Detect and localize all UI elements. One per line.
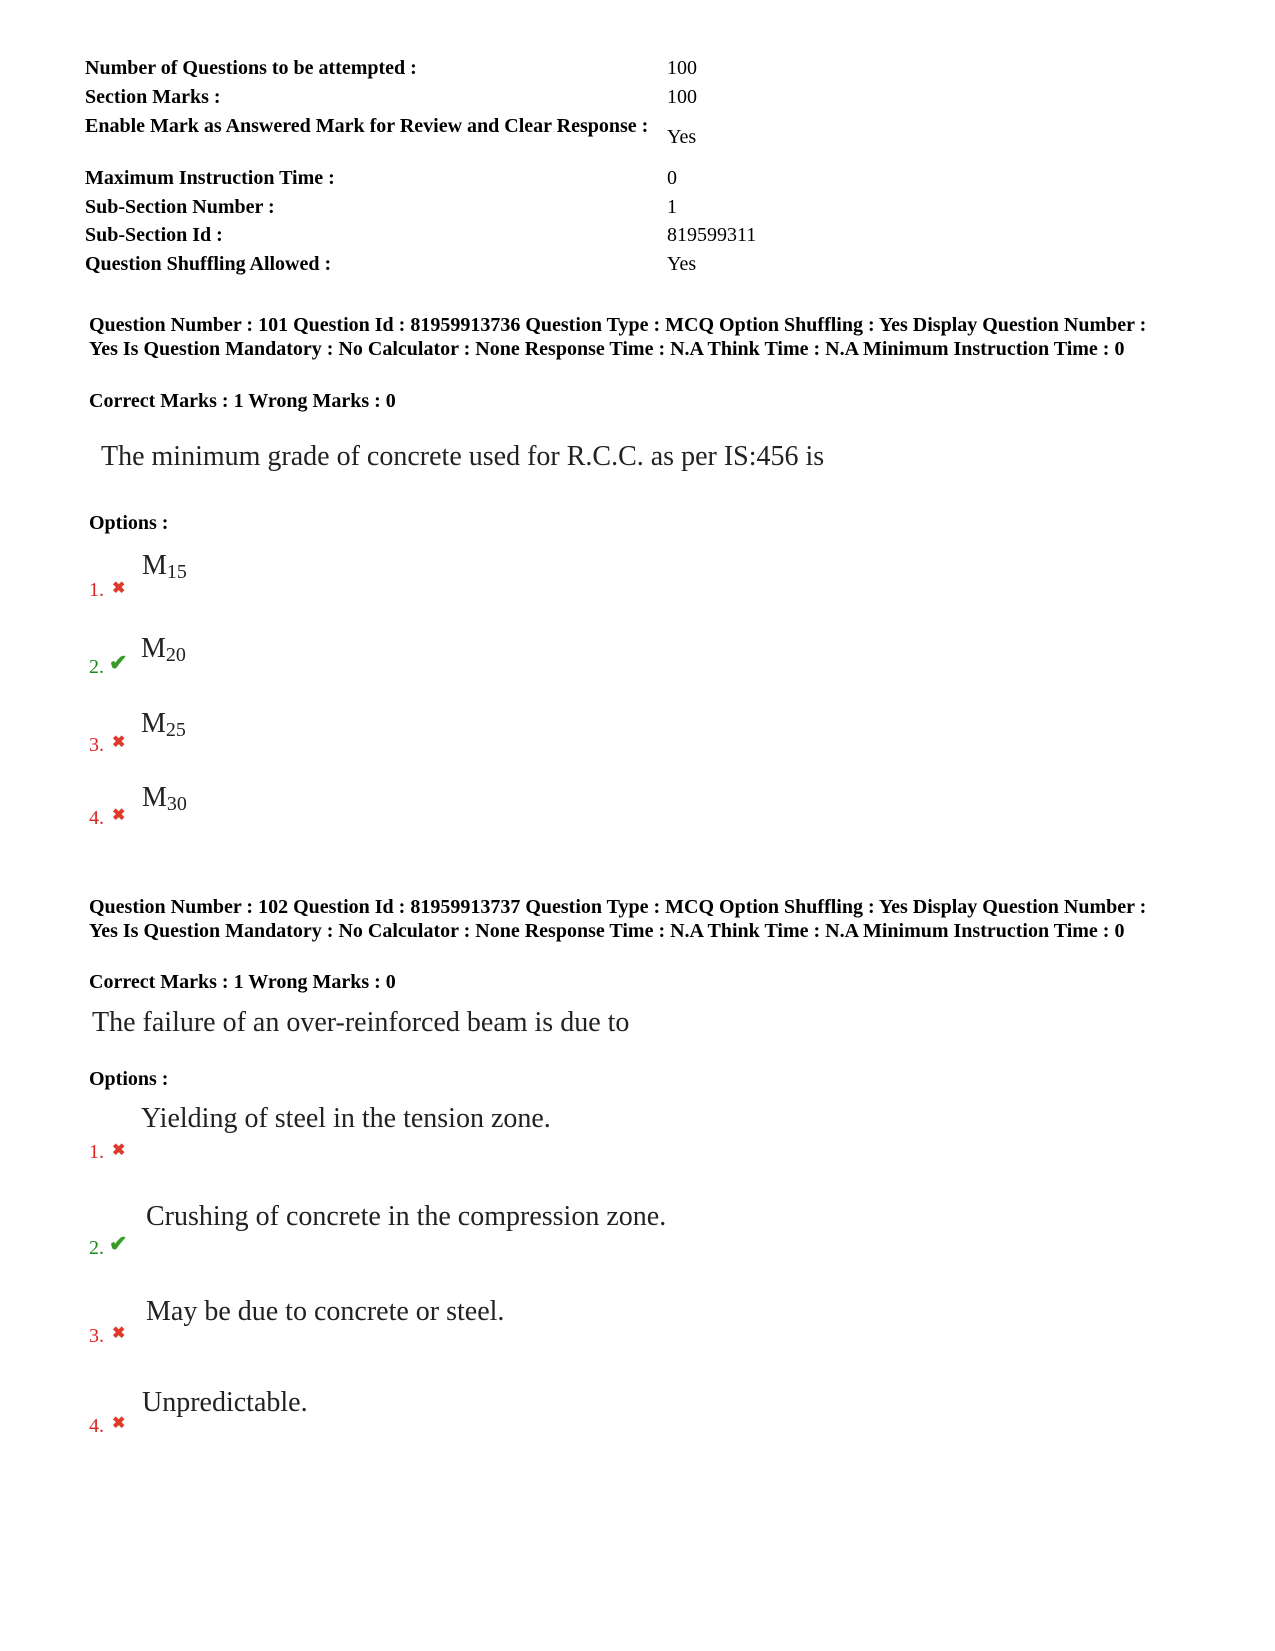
wrong-icon: ✖	[112, 807, 126, 824]
wrong-icon: ✖	[112, 1142, 126, 1159]
label-sub-section-number: Sub-Section Number :	[85, 196, 275, 218]
q102-option-4-number: 4.	[89, 1415, 104, 1437]
check-icon: ✔	[109, 1231, 128, 1256]
q101-option-1-number: 1.	[89, 579, 104, 601]
value-num-questions: 100	[667, 57, 697, 79]
label-sub-section-id: Sub-Section Id :	[85, 224, 223, 246]
wrong-icon: ✖	[112, 734, 126, 751]
q102-option-1[interactable]: Yielding of steel in the tension zone.	[141, 1103, 551, 1134]
wrong-icon: ✖	[112, 1415, 126, 1432]
wrong-icon: ✖	[112, 1325, 126, 1342]
q101-option-3[interactable]: $M_{25}$	[141, 708, 186, 741]
q101-option-2[interactable]: $M_{20}$	[141, 633, 186, 666]
value-max-instruction-time: 0	[667, 167, 677, 189]
question-102-options-label: Options :	[89, 1068, 169, 1090]
q101-option-4[interactable]: $M_{30}$	[142, 782, 187, 815]
label-enable-mark: Enable Mark as Answered Mark for Review and Clear Response :	[85, 115, 649, 137]
q101-option-1[interactable]: $M_{15}$	[142, 550, 187, 583]
question-101-meta: Question Number : 101 Question Id : 81959913736 Question Type : MCQ Option Shuffling : Yes Display Question Number : Yes Is Question Mandatory : No Calculator : None Response Time : N.A Think Time : N.A Minimum Instruction Time : 0	[89, 314, 1147, 360]
question-101-marks: Correct Marks : 1 Wrong Marks : 0	[89, 390, 396, 412]
check-icon: ✔	[109, 650, 128, 675]
label-question-shuffling: Question Shuffling Allowed :	[85, 253, 332, 275]
q102-option-3-number: 3.	[89, 1325, 104, 1347]
wrong-icon: ✖	[112, 580, 126, 597]
value-sub-section-number: 1	[667, 196, 677, 218]
question-102-text: The failure of an over-reinforced beam is due to	[92, 1007, 630, 1038]
value-sub-section-id: 819599311	[667, 224, 757, 246]
q101-option-4-number: 4.	[89, 807, 104, 829]
q102-option-1-number: 1.	[89, 1141, 104, 1163]
q102-option-2-number: 2.	[89, 1237, 104, 1259]
question-102-marks: Correct Marks : 1 Wrong Marks : 0	[89, 971, 396, 993]
q102-option-4[interactable]: Unpredictable.	[142, 1387, 308, 1418]
label-max-instruction-time: Maximum Instruction Time :	[85, 167, 335, 189]
label-num-questions: Number of Questions to be attempted :	[85, 57, 417, 79]
question-101-options-label: Options :	[89, 512, 169, 534]
q102-option-2[interactable]: Crushing of concrete in the compression zone.	[146, 1201, 667, 1232]
value-section-marks: 100	[667, 86, 697, 108]
value-enable-mark: Yes	[667, 126, 697, 148]
question-102-meta: Question Number : 102 Question Id : 81959913737 Question Type : MCQ Option Shuffling : Yes Display Question Number : Yes Is Question Mandatory : No Calculator : None Response Time : N.A Think Time : N.A Minimum Instruction Time : 0	[89, 896, 1147, 942]
label-section-marks: Section Marks :	[85, 86, 221, 108]
q102-option-3[interactable]: May be due to concrete or steel.	[146, 1296, 505, 1327]
q101-option-2-number: 2.	[89, 656, 104, 678]
q101-option-3-number: 3.	[89, 734, 104, 756]
value-question-shuffling: Yes	[667, 253, 697, 275]
question-101-text: The minimum grade of concrete used for R.C.C. as per IS:456 is	[101, 441, 825, 472]
